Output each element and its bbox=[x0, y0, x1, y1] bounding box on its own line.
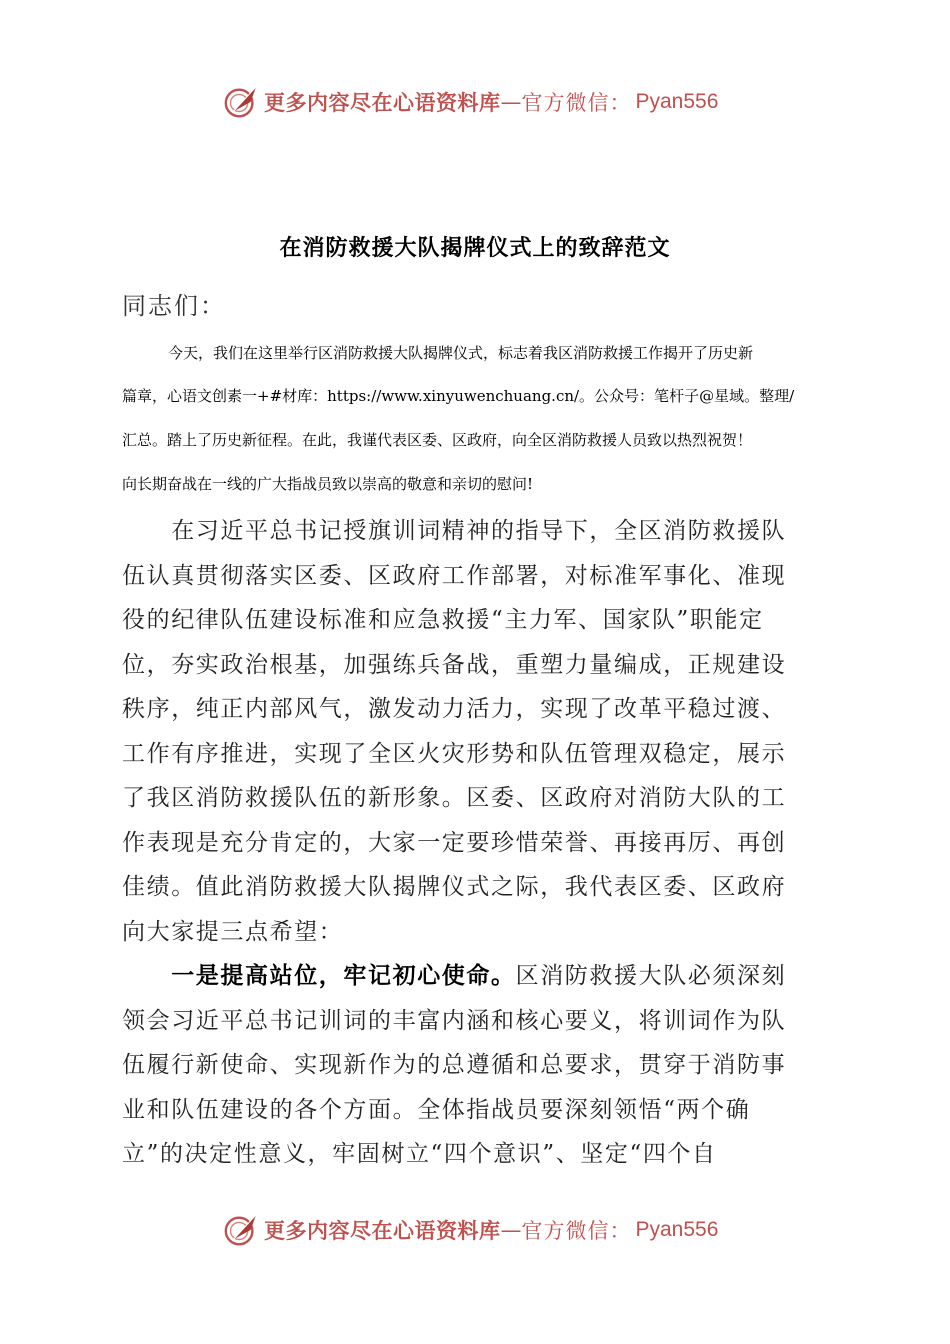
point-one-heading: 一是提高站位，牢记初心使命。 bbox=[122, 962, 516, 989]
intro-line: 汇总。踏上了历史新征程。在此，我谨代表区委、区政府，向全区消防救援人员致以热烈祝贺！ bbox=[122, 431, 753, 449]
body-line: 役的纪律队伍建设标准和应急救援“主力军、国家队”职能定 bbox=[122, 607, 764, 633]
body-line: 伍履行新使命、实现新作为的总遵循和总要求，贯穿于消防事 bbox=[122, 1052, 787, 1078]
intro-line: 向长期奋战在一线的广大指战员致以崇高的敬意和亲切的慰问! bbox=[122, 475, 534, 493]
body-line: 秩序，纯正内部风气，激发动力活力，实现了改革平稳过渡、 bbox=[122, 696, 787, 722]
body-line: 领会习近平总书记训词的丰富内涵和核心要义，将训词作为队 bbox=[122, 1008, 787, 1034]
watermark-text: 更多内容尽在心语资料库 bbox=[264, 1218, 501, 1243]
watermark-wechat-id: Pyan556 bbox=[635, 90, 719, 113]
body-line: 业和队伍建设的各个方面。全体指战员要深刻领悟“两个确 bbox=[122, 1097, 751, 1123]
body-line: 工作有序推进，实现了全区火灾形势和队伍管理双稳定，展示 bbox=[122, 741, 787, 767]
watermark-text: 更多内容尽在心语资料库 bbox=[264, 90, 501, 115]
body-line: 了我区消防救援队伍的新形象。区委、区政府对消防大队的工 bbox=[122, 785, 787, 811]
body-line bbox=[122, 957, 786, 990]
greeting: 同志们： bbox=[122, 292, 226, 320]
watermark-banner-bottom bbox=[222, 1210, 718, 1250]
body-line: 作表现是充分肯定的，大家一定要珍惜荣誉、再接再厉、再创 bbox=[122, 830, 787, 856]
body-line: 立”的决定性意义，牢固树立“四个意识”、坚定“四个自 bbox=[122, 1141, 717, 1167]
body-line: 佳绩。值此消防救援大队揭牌仪式之际，我代表区委、区政府 bbox=[122, 874, 787, 900]
intro-line: 篇章，心语文创素一+#材库：https://www.xinyuwenchuang.cn/。公众号：笔杆子@星域。整理/ bbox=[122, 387, 795, 405]
watermark-wechat-id: Pyan556 bbox=[635, 1218, 719, 1241]
document-title: 在消防救援大队揭牌仪式上的致辞范文 bbox=[279, 235, 671, 261]
watermark-wechat-label: 官方微信： bbox=[521, 1219, 632, 1243]
body-line: 伍认真贯彻落实区委、区政府工作部署，对标准军事化、准现 bbox=[122, 563, 787, 589]
body-line: 位，夯实政治根基，加强练兵备战，重塑力量编成，正规建设 bbox=[122, 652, 787, 678]
body-line: 向大家提三点希望： bbox=[122, 919, 344, 945]
watermark-banner-top bbox=[222, 82, 718, 122]
watermark-dash: — bbox=[500, 1218, 522, 1242]
point-one-text: 区消防救援大队必须深刻 bbox=[515, 963, 787, 989]
intro-line: 今天，我们在这里举行区消防救援大队揭牌仪式，标志着我区消防救援工作揭开了历史新 bbox=[168, 344, 754, 362]
quill-logo-icon bbox=[222, 1211, 260, 1249]
watermark-dash: — bbox=[500, 90, 522, 114]
body-line: 在习近平总书记授旗训词精神的指导下，全区消防救援队 bbox=[122, 518, 787, 544]
quill-logo-icon bbox=[222, 83, 260, 121]
watermark-wechat-label: 官方微信： bbox=[521, 91, 632, 115]
